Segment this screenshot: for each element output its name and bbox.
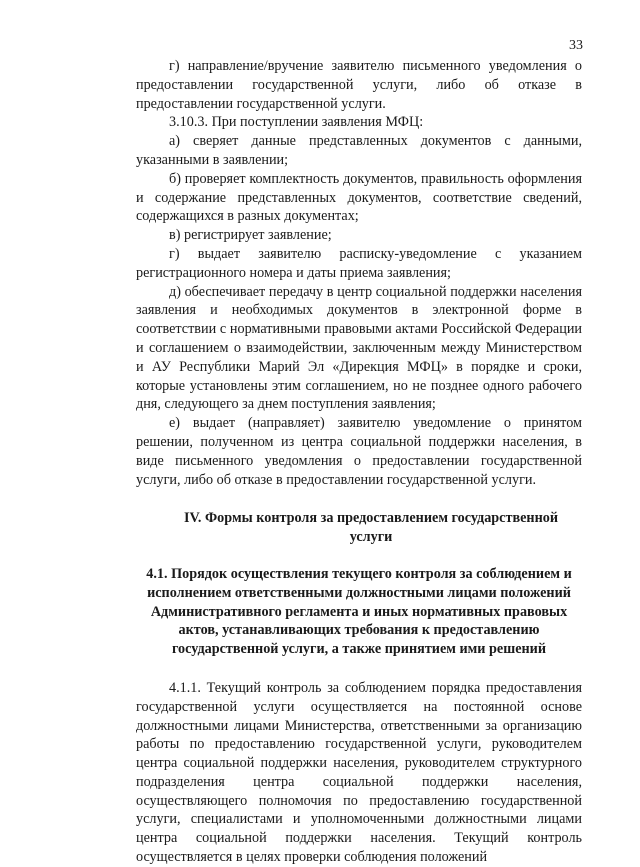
paragraph-4-1-1: 4.1.1. Текущий контроль за соблюдением порядка предоставления государственной услуги осуществляется на постоянной основе должностными лицами Министерства, ответственными за организацию работы по предоставлению государственной услуги, руководителем центра социальной поддержки населения, руководителем структурного подразделения центра социальной поддержки населения, осуществляющего полномочия по предоставлению государственной услуги, специалистами и уполномоченными должностными лицами центра социальной поддержки населения. Текущий контроль осуществляется в целях проверки соблюдения положений — [136, 679, 582, 866]
paragraph-item-a: а) сверяет данные представленных документов с данными, указанными в заявлении; — [136, 133, 582, 168]
paragraph-item-d: д) обеспечивает передачу в центр социальной поддержки населения заявления и необходимых документов в электронной форме в соответствии с нормативными правовыми актами Российской Федерации и соглашением о взаимодействии, заключенным между Министерством и АУ Республики Марий Эл «Дирекция МФЦ» в порядке и сроки, которые установлены этим соглашением, но не позднее одного рабочего дня, следующего за днем поступления заявления; — [136, 283, 582, 413]
paragraph-item-b: б) проверяет комплектность документов, правильность оформления и содержание представленных документов, соответствие сведений, содержащихся в разных документах; — [136, 170, 582, 225]
paragraph-item-e: е) выдает (направляет) заявителю уведомление о принятом решении, полученном из центра социальной поддержки населения, в виде письменного уведомления о предоставлении государственной услуги, либо об отказе в предоставлении государственной услуги. — [136, 415, 582, 488]
section-heading: IV. Формы контроля за предоставлением государственной услуги — [183, 510, 559, 546]
page-number: 33 — [569, 38, 583, 53]
paragraph-item-g-notice: г) направление/вручение заявителю письменного уведомления о предоставлении государственной услуги, либо об отказе в предоставлении государственной услуги. — [136, 58, 582, 112]
subsection-heading: 4.1. Порядок осуществления текущего контроля за соблюдением и исполнением ответственными должностными лицами положений Административного регламента и иных нормативных правовых актов, устанавливающих требования к предоставлению государственной услуги, а также принятием ими решений — [146, 565, 572, 658]
document-body — [136, 57, 582, 867]
paragraph-item-v: в) регистрирует заявление; — [169, 227, 332, 244]
paragraph-3-10-3: 3.10.3. При поступлении заявления МФЦ: — [169, 114, 424, 131]
paragraph-item-g: г) выдает заявителю расписку-уведомление с указанием регистрационного номера и даты приема заявления; — [136, 245, 582, 281]
